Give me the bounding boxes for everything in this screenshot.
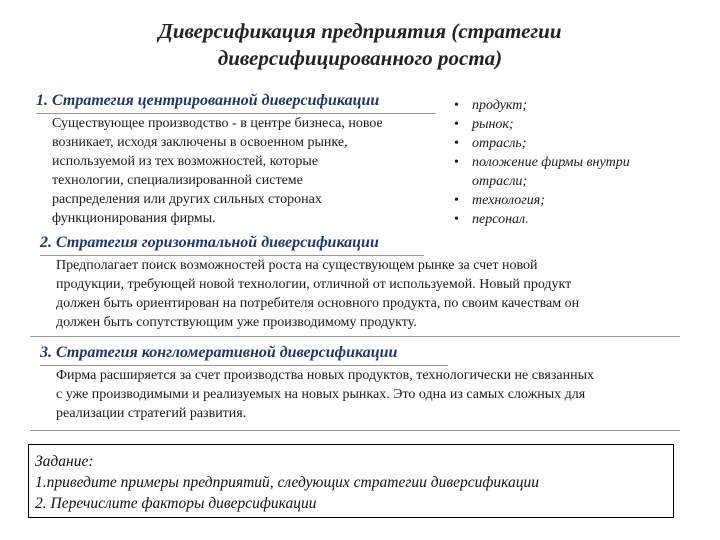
task-label: Задание:: [35, 453, 94, 470]
section2-heading: 2. Стратегия горизонтальной диверсификации: [40, 234, 379, 251]
section3-heading: 3. Стратегия конгломеративной диверсификации: [40, 344, 398, 361]
bullet-icon: •: [454, 155, 459, 170]
list-item: • положение фирмы внутри отрасли;: [454, 155, 630, 189]
bullet-icon: •: [454, 212, 459, 227]
section1-line: Существующее производство - в центре бизнеса, новое: [52, 116, 383, 131]
section2-line: должен быть сопутствующим уже производимому продукту.: [56, 315, 417, 330]
list-item: • персонал.: [454, 212, 529, 227]
section1-line: возникает, исходя заключены в освоенном рынке,: [52, 135, 348, 150]
bullet-icon: •: [454, 98, 459, 113]
section1-line: используемой из тех возможностей, которые: [52, 154, 319, 169]
section3-body: [56, 366, 706, 423]
title-line-2: диверсифицированного роста): [217, 46, 503, 70]
section1-body: [52, 114, 442, 228]
section2-line: Предполагает поиск возможностей роста на существующем рынке за счет новой: [56, 258, 538, 273]
section1-line: функционирования фирмы.: [52, 211, 216, 226]
section3-line: Фирма расширяется за счет производства новых продуктов, технологически не связанных: [56, 368, 594, 383]
list-item: • технология;: [454, 193, 545, 208]
section2-line: должен быть ориентирован на потребителя основного продукта, по своим качествам он: [56, 296, 580, 311]
section2-body: [56, 256, 686, 332]
section3-line: с уже производимыми и реализуемых на новых рынках. Это одна из самых сложных для: [56, 387, 586, 402]
list-item: • отрасль;: [454, 136, 527, 151]
section3-divider: [30, 430, 680, 431]
page-title: [60, 18, 660, 72]
task-item: 2. Перечислите факторы диверсификации: [35, 495, 317, 512]
bullet-icon: •: [454, 136, 459, 151]
bullet-icon: •: [454, 117, 459, 132]
section1-heading: 1. Стратегия центрированной диверсификации: [36, 92, 380, 109]
section1-line: распределения или других сильных сторонах: [52, 192, 322, 207]
task-item: 1.приведите примеры предприятий, следующих стратегии диверсификации: [35, 474, 539, 491]
list-item: • продукт;: [454, 98, 528, 113]
title-line-1: Диверсификация предприятия (стратегии: [158, 19, 562, 43]
section1-line: технологии, специализированной системе: [52, 173, 303, 188]
section3-line: реализации стратегий развития.: [56, 406, 247, 421]
task-box: [28, 444, 674, 518]
bullet-icon: •: [454, 193, 459, 208]
factor-list: [448, 96, 678, 229]
section2-line: продукции, требующей новой технологии, отличной от используемой. Новый продукт: [56, 277, 572, 292]
section2-divider: [30, 336, 680, 337]
list-item: • рынок;: [454, 117, 514, 132]
